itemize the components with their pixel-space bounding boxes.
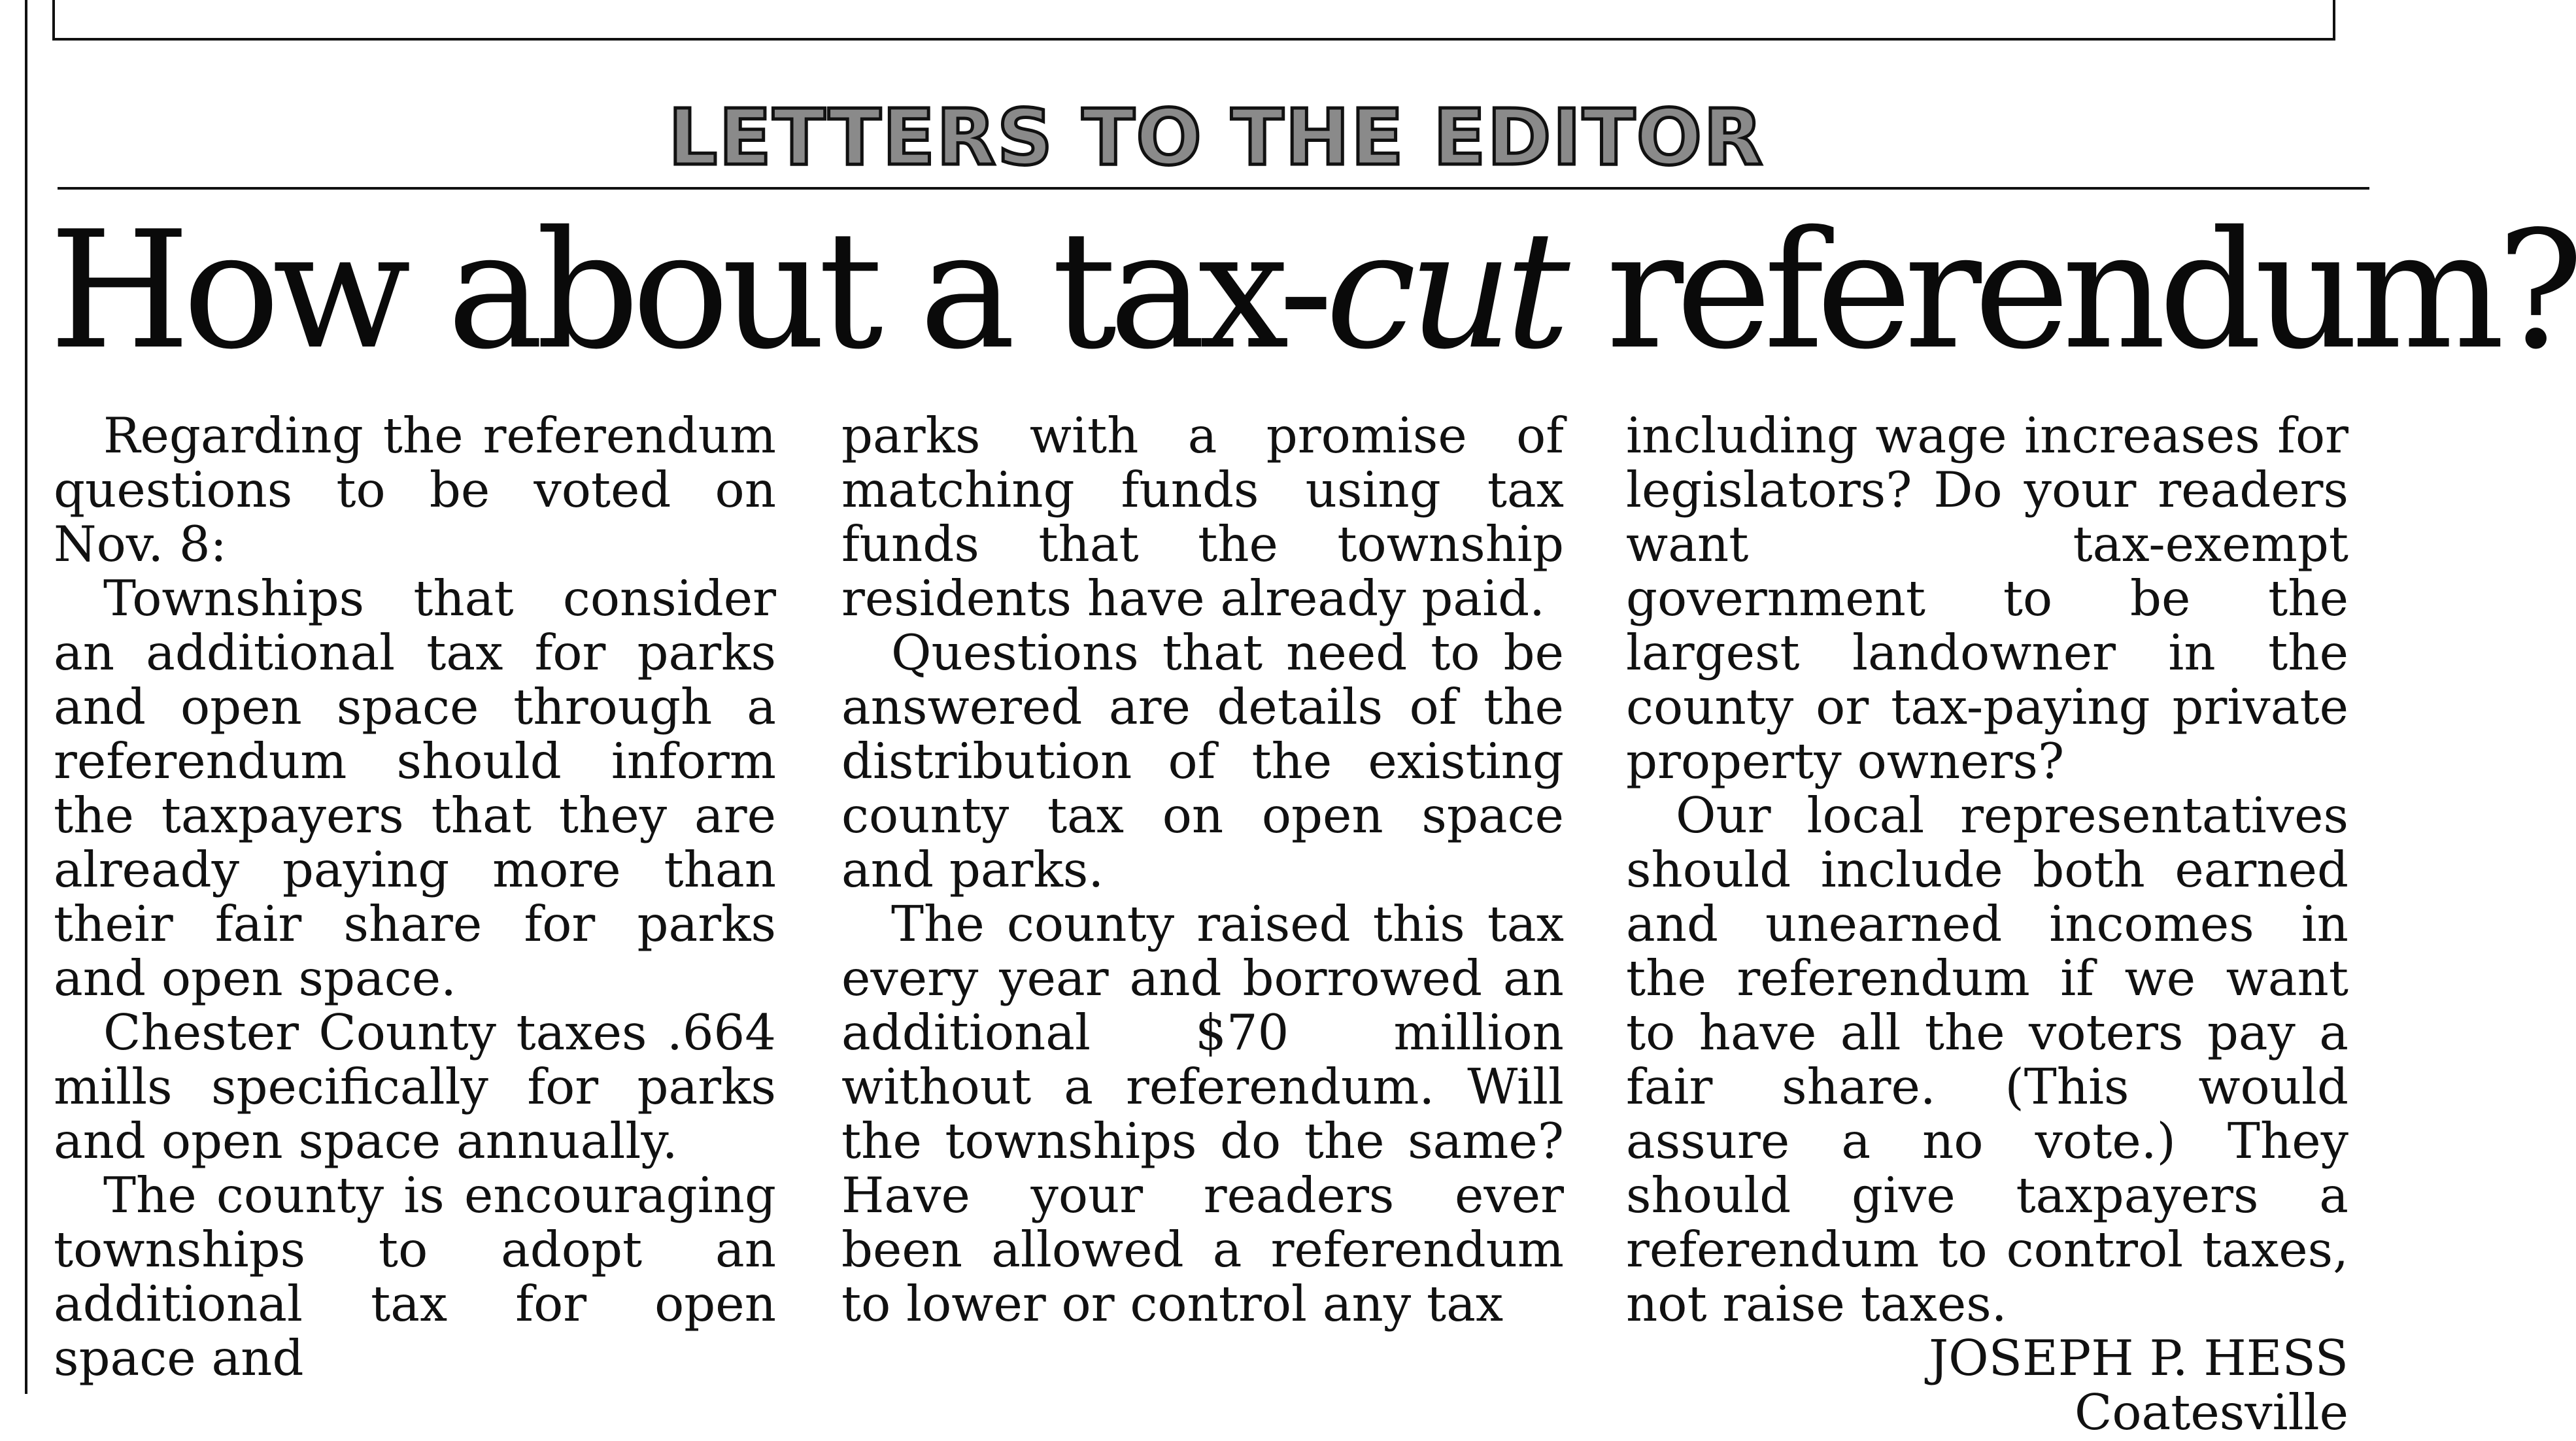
paragraph: Questions that need to be answered are details of the distribution of the existing county tax on open space and parks. — [841, 624, 1564, 898]
paragraph: including wage increases for legislators? Do your readers want tax-exempt government to be the largest landowner in the county or tax-paying private property owners? — [1626, 407, 2348, 790]
signature-town: Coatesville — [2075, 1383, 2348, 1441]
top-box-right-rule — [2333, 0, 2335, 39]
paragraph: Chester County taxes .664 mills specifically for parks and open space annually. — [54, 1004, 776, 1170]
paragraph: Our local representatives should include both earned and unearned incomes in the referendum if we want to have all the voters pay a fair share. (This would assure a no vote.) They should give taxpayers a referendum to control taxes, not raise taxes. — [1626, 787, 2348, 1332]
letter-column-3 — [1626, 409, 2348, 1440]
paragraph: Townships that consider an additional tax for parks and open space through a referendum should inform the taxpayers that they are already paying more than their fair share for parks and open space. — [54, 569, 776, 1007]
letter-column-2 — [841, 409, 1564, 1331]
letter-column-1 — [54, 409, 776, 1385]
top-box-left-rule — [52, 0, 55, 39]
left-border-rule — [25, 0, 27, 1394]
paragraph: The county raised this tax every year and borrowed an additional $70 million without a referendum. Will the townships do the same? Have your readers ever been allowed a referendum to lower or control any tax — [841, 895, 1564, 1332]
paragraph: parks with a promise of matching funds using tax funds that the township residents have already paid. — [841, 407, 1564, 627]
signature-name: JOSEPH P. HESS — [1929, 1329, 2348, 1387]
headline-part1: How about a tax- — [49, 197, 1326, 385]
headline — [49, 196, 2576, 386]
paragraph: Regarding the referendum questions to be voted on Nov. 8: — [54, 407, 776, 573]
kicker-underline-rule — [58, 187, 2369, 190]
section-kicker: LETTERS TO THE EDITOR — [668, 92, 1764, 182]
headline-part2: referendum? — [1562, 197, 2576, 385]
top-box-bottom-rule — [52, 38, 2335, 41]
headline-italic: cut — [1325, 197, 1563, 385]
paragraph: The county is encouraging townships to adopt an additional tax for open space and — [54, 1166, 776, 1387]
